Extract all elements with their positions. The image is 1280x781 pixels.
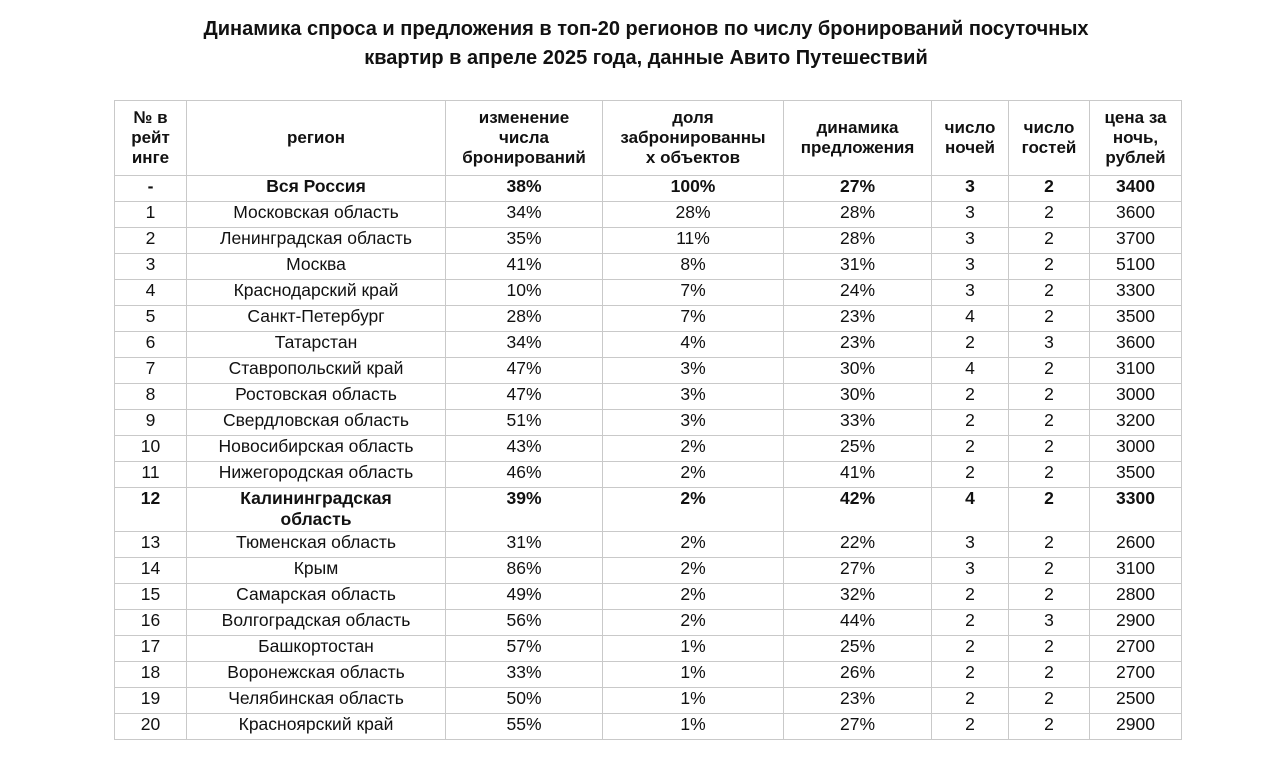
cell-supply-dynamics: 31%: [784, 254, 932, 280]
header-nights: число ночей: [932, 101, 1009, 176]
cell-bookings-change: 47%: [446, 384, 603, 410]
table-row: [115, 410, 1182, 436]
cell-region: Свердловская область: [187, 410, 446, 436]
cell-region: Воронежская область: [187, 662, 446, 688]
cell-guests: 2: [1009, 558, 1090, 584]
header-rank: № в рейт инге: [115, 101, 187, 176]
cell-region: Ростовская область: [187, 384, 446, 410]
cell-price: 3500: [1090, 462, 1182, 488]
cell-booked-share: 2%: [603, 610, 784, 636]
document-title: [0, 15, 1280, 73]
cell-price: 2800: [1090, 584, 1182, 610]
cell-supply-dynamics: 25%: [784, 436, 932, 462]
cell-price: 2700: [1090, 636, 1182, 662]
cell-bookings-change: 51%: [446, 410, 603, 436]
table-row: [115, 176, 1182, 202]
cell-price: 3700: [1090, 228, 1182, 254]
cell-region: Новосибирская область: [187, 436, 446, 462]
cell-bookings-change: 34%: [446, 202, 603, 228]
cell-nights: 2: [932, 436, 1009, 462]
cell-rank: 4: [115, 280, 187, 306]
cell-rank: 13: [115, 532, 187, 558]
cell-bookings-change: 86%: [446, 558, 603, 584]
cell-nights: 3: [932, 202, 1009, 228]
table-row: [115, 280, 1182, 306]
cell-rank: 1: [115, 202, 187, 228]
cell-region: Башкортостан: [187, 636, 446, 662]
cell-guests: 2: [1009, 254, 1090, 280]
cell-booked-share: 1%: [603, 688, 784, 714]
cell-bookings-change: 50%: [446, 688, 603, 714]
cell-bookings-change: 41%: [446, 254, 603, 280]
cell-supply-dynamics: 28%: [784, 228, 932, 254]
cell-supply-dynamics: 27%: [784, 558, 932, 584]
cell-nights: 3: [932, 280, 1009, 306]
cell-price: 5100: [1090, 254, 1182, 280]
table-row: [115, 584, 1182, 610]
cell-price: 2700: [1090, 662, 1182, 688]
cell-price: 2600: [1090, 532, 1182, 558]
cell-price: 3200: [1090, 410, 1182, 436]
cell-guests: 2: [1009, 662, 1090, 688]
cell-guests: 3: [1009, 610, 1090, 636]
cell-region: Челябинская область: [187, 688, 446, 714]
cell-rank: 18: [115, 662, 187, 688]
cell-supply-dynamics: 41%: [784, 462, 932, 488]
cell-guests: 2: [1009, 306, 1090, 332]
cell-price: 2500: [1090, 688, 1182, 714]
cell-rank: 20: [115, 714, 187, 740]
cell-booked-share: 3%: [603, 358, 784, 384]
cell-region: Самарская область: [187, 584, 446, 610]
cell-supply-dynamics: 30%: [784, 358, 932, 384]
cell-rank: 5: [115, 306, 187, 332]
cell-guests: 2: [1009, 714, 1090, 740]
table-row: [115, 636, 1182, 662]
cell-supply-dynamics: 27%: [784, 714, 932, 740]
cell-booked-share: 2%: [603, 462, 784, 488]
cell-supply-dynamics: 42%: [784, 488, 932, 532]
cell-supply-dynamics: 23%: [784, 306, 932, 332]
cell-rank: 2: [115, 228, 187, 254]
cell-price: 3100: [1090, 358, 1182, 384]
table-row: [115, 384, 1182, 410]
cell-rank: 11: [115, 462, 187, 488]
cell-region: Тюменская область: [187, 532, 446, 558]
cell-guests: 2: [1009, 410, 1090, 436]
cell-booked-share: 1%: [603, 636, 784, 662]
cell-rank: 7: [115, 358, 187, 384]
cell-supply-dynamics: 23%: [784, 332, 932, 358]
cell-nights: 2: [932, 332, 1009, 358]
cell-bookings-change: 10%: [446, 280, 603, 306]
header-booked-share: доля забронированны х объектов: [603, 101, 784, 176]
cell-guests: 2: [1009, 462, 1090, 488]
cell-price: 2900: [1090, 610, 1182, 636]
cell-bookings-change: 56%: [446, 610, 603, 636]
table-row: [115, 228, 1182, 254]
regions-table: [114, 100, 1182, 740]
table-row: [115, 332, 1182, 358]
header-region: регион: [187, 101, 446, 176]
cell-nights: 3: [932, 228, 1009, 254]
table-row: [115, 488, 1182, 532]
cell-bookings-change: 43%: [446, 436, 603, 462]
cell-supply-dynamics: 28%: [784, 202, 932, 228]
table-row: [115, 358, 1182, 384]
cell-nights: 2: [932, 610, 1009, 636]
cell-rank: 3: [115, 254, 187, 280]
table-row: [115, 662, 1182, 688]
cell-supply-dynamics: 27%: [784, 176, 932, 202]
table-row: [115, 532, 1182, 558]
cell-nights: 2: [932, 636, 1009, 662]
cell-rank: 6: [115, 332, 187, 358]
table-row: [115, 462, 1182, 488]
cell-rank: 10: [115, 436, 187, 462]
cell-nights: 4: [932, 306, 1009, 332]
cell-price: 3000: [1090, 436, 1182, 462]
cell-booked-share: 100%: [603, 176, 784, 202]
cell-nights: 2: [932, 688, 1009, 714]
cell-booked-share: 28%: [603, 202, 784, 228]
cell-supply-dynamics: 33%: [784, 410, 932, 436]
cell-guests: 2: [1009, 358, 1090, 384]
cell-guests: 2: [1009, 688, 1090, 714]
cell-guests: 2: [1009, 228, 1090, 254]
cell-bookings-change: 55%: [446, 714, 603, 740]
table-row: [115, 688, 1182, 714]
cell-booked-share: 1%: [603, 714, 784, 740]
cell-booked-share: 2%: [603, 584, 784, 610]
cell-region: Вся Россия: [187, 176, 446, 202]
cell-guests: 3: [1009, 332, 1090, 358]
cell-guests: 2: [1009, 636, 1090, 662]
cell-supply-dynamics: 24%: [784, 280, 932, 306]
cell-region: Санкт-Петербург: [187, 306, 446, 332]
table-row: [115, 436, 1182, 462]
cell-booked-share: 4%: [603, 332, 784, 358]
cell-bookings-change: 33%: [446, 662, 603, 688]
cell-nights: 3: [932, 254, 1009, 280]
cell-nights: 2: [932, 384, 1009, 410]
table-row: [115, 610, 1182, 636]
cell-booked-share: 3%: [603, 384, 784, 410]
cell-nights: 2: [932, 662, 1009, 688]
cell-nights: 3: [932, 532, 1009, 558]
cell-guests: 2: [1009, 488, 1090, 532]
cell-booked-share: 2%: [603, 488, 784, 532]
cell-guests: 2: [1009, 384, 1090, 410]
cell-rank: 16: [115, 610, 187, 636]
cell-supply-dynamics: 26%: [784, 662, 932, 688]
table-row: [115, 254, 1182, 280]
cell-bookings-change: 35%: [446, 228, 603, 254]
cell-region: Нижегородская область: [187, 462, 446, 488]
cell-supply-dynamics: 23%: [784, 688, 932, 714]
cell-price: 3000: [1090, 384, 1182, 410]
cell-booked-share: 7%: [603, 306, 784, 332]
cell-price: 3500: [1090, 306, 1182, 332]
cell-region: Татарстан: [187, 332, 446, 358]
cell-price: 3100: [1090, 558, 1182, 584]
cell-booked-share: 2%: [603, 532, 784, 558]
cell-rank: 17: [115, 636, 187, 662]
cell-nights: 4: [932, 488, 1009, 532]
cell-price: 3400: [1090, 176, 1182, 202]
cell-price: 3600: [1090, 332, 1182, 358]
cell-bookings-change: 34%: [446, 332, 603, 358]
cell-rank: 9: [115, 410, 187, 436]
cell-price: 3600: [1090, 202, 1182, 228]
cell-region: Ставропольский край: [187, 358, 446, 384]
cell-price: 2900: [1090, 714, 1182, 740]
cell-booked-share: 8%: [603, 254, 784, 280]
cell-supply-dynamics: 22%: [784, 532, 932, 558]
cell-guests: 2: [1009, 532, 1090, 558]
cell-guests: 2: [1009, 176, 1090, 202]
cell-nights: 3: [932, 176, 1009, 202]
cell-bookings-change: 49%: [446, 584, 603, 610]
cell-nights: 2: [932, 584, 1009, 610]
cell-rank: 8: [115, 384, 187, 410]
cell-region: Москва: [187, 254, 446, 280]
table-row: [115, 202, 1182, 228]
cell-rank: 14: [115, 558, 187, 584]
cell-guests: 2: [1009, 280, 1090, 306]
cell-booked-share: 2%: [603, 436, 784, 462]
cell-bookings-change: 39%: [446, 488, 603, 532]
cell-region: Калининградская область: [187, 488, 446, 532]
cell-bookings-change: 57%: [446, 636, 603, 662]
cell-nights: 4: [932, 358, 1009, 384]
cell-nights: 3: [932, 558, 1009, 584]
cell-booked-share: 2%: [603, 558, 784, 584]
cell-rank: 15: [115, 584, 187, 610]
cell-bookings-change: 47%: [446, 358, 603, 384]
cell-booked-share: 1%: [603, 662, 784, 688]
cell-booked-share: 11%: [603, 228, 784, 254]
cell-booked-share: 3%: [603, 410, 784, 436]
cell-bookings-change: 28%: [446, 306, 603, 332]
header-guests: число гостей: [1009, 101, 1090, 176]
cell-region: Крым: [187, 558, 446, 584]
table-row: [115, 306, 1182, 332]
cell-supply-dynamics: 44%: [784, 610, 932, 636]
cell-guests: 2: [1009, 436, 1090, 462]
cell-supply-dynamics: 30%: [784, 384, 932, 410]
cell-price: 3300: [1090, 280, 1182, 306]
cell-rank: -: [115, 176, 187, 202]
cell-price: 3300: [1090, 488, 1182, 532]
cell-rank: 12: [115, 488, 187, 532]
cell-region: Краснодарский край: [187, 280, 446, 306]
cell-nights: 2: [932, 410, 1009, 436]
cell-region: Ленинградская область: [187, 228, 446, 254]
table-header-row: [115, 101, 1182, 176]
cell-guests: 2: [1009, 202, 1090, 228]
cell-supply-dynamics: 32%: [784, 584, 932, 610]
header-price: цена за ночь, рублей: [1090, 101, 1182, 176]
cell-bookings-change: 31%: [446, 532, 603, 558]
cell-region: Красноярский край: [187, 714, 446, 740]
title-line-1: Динамика спроса и предложения в топ-20 регионов по числу бронирований посуточных: [203, 18, 1089, 40]
header-supply-dynamics: динамика предложения: [784, 101, 932, 176]
cell-region: Волгоградская область: [187, 610, 446, 636]
cell-bookings-change: 46%: [446, 462, 603, 488]
table-body: [115, 176, 1182, 740]
cell-nights: 2: [932, 714, 1009, 740]
cell-booked-share: 7%: [603, 280, 784, 306]
cell-nights: 2: [932, 462, 1009, 488]
header-bookings-change: изменение числа бронирований: [446, 101, 603, 176]
title-line-2: квартир в апреле 2025 года, данные Авито Путешествий: [364, 47, 928, 69]
table-row: [115, 714, 1182, 740]
cell-region: Московская область: [187, 202, 446, 228]
table-row: [115, 558, 1182, 584]
cell-rank: 19: [115, 688, 187, 714]
cell-guests: 2: [1009, 584, 1090, 610]
cell-bookings-change: 38%: [446, 176, 603, 202]
cell-supply-dynamics: 25%: [784, 636, 932, 662]
